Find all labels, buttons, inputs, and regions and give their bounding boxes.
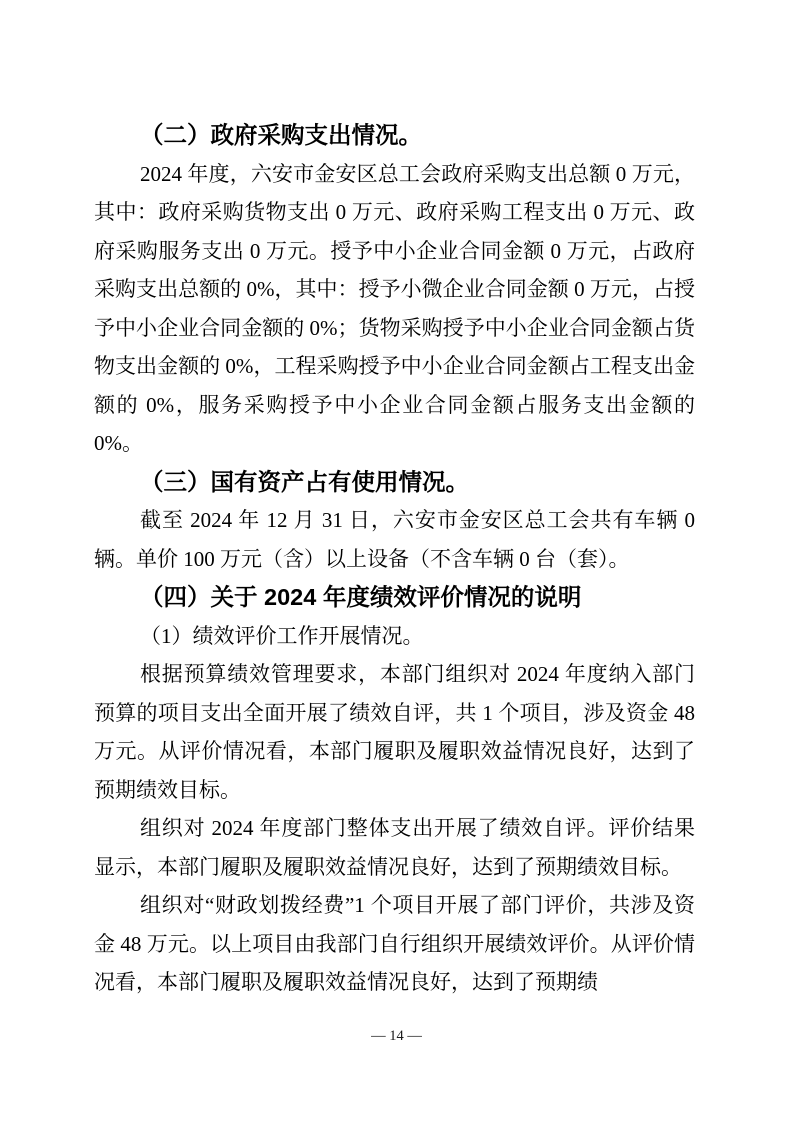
subheading-evaluation-work: （1）绩效评价工作开展情况。 bbox=[140, 623, 424, 648]
heading-state-owned-assets: （三）国有资产占有使用情况。 bbox=[140, 468, 469, 495]
heading-performance-evaluation: （四）关于 2024 年度绩效评价情况的说明 bbox=[140, 584, 582, 610]
heading-government-procurement: （二）政府采购支出情况。 bbox=[140, 122, 422, 148]
para-overall-expenditure-evaluation: 组织对 2024 年度部门整体支出开展了绩效自评。评价结果显示，本部门履职及履职效益情况良好，达到了预期绩效目标。 bbox=[94, 816, 695, 879]
para-department-evaluation: 组织对“财政划拨经费”1 个项目开展了部门评价，共涉及资金 48 万元。以上项目由我部门自行组织开展绩效评价。从评价情况看，本部门履职及履职效益情况良好，达到了预期绩 bbox=[94, 893, 695, 994]
para-state-owned-assets-detail: 截至 2024 年 12 月 31 日，六安市金安区总工会共有车辆 0 辆。单价 100 万元（含）以上设备（不含车辆 0 台（套）。 bbox=[94, 508, 695, 571]
para-government-procurement-detail: 2024 年度，六安市金安区总工会政府采购支出总额 0 万元，其中：政府采购货物支出 0 万元、政府采购工程支出 0 万元、政府采购服务支出 0 万元。授予中小企业合同金额 0 万元，占政府采购支出总额的 0%，其中：授予小微企业合同金额 0 万元，占授予中小企业合同金额的 0%；货物采购授予中小企业合同金额占货物支出金额的 0%，工程采购授予中小企业合同金额占工程支出金额的 0%，服务采购授予中小企业合同金额占服务支出金额的 0%。 bbox=[94, 161, 695, 455]
para-project-self-evaluation: 根据预算绩效管理要求，本部门组织对 2024 年度纳入部门预算的项目支出全面开展了绩效自评，共 1 个项目，涉及资金 48 万元。从评价情况看，本部门履职及履职效益情况良好，达到了预期绩效目标。 bbox=[94, 662, 695, 802]
page-number: — 14 — bbox=[371, 1028, 422, 1044]
document-body bbox=[94, 116, 695, 1002]
